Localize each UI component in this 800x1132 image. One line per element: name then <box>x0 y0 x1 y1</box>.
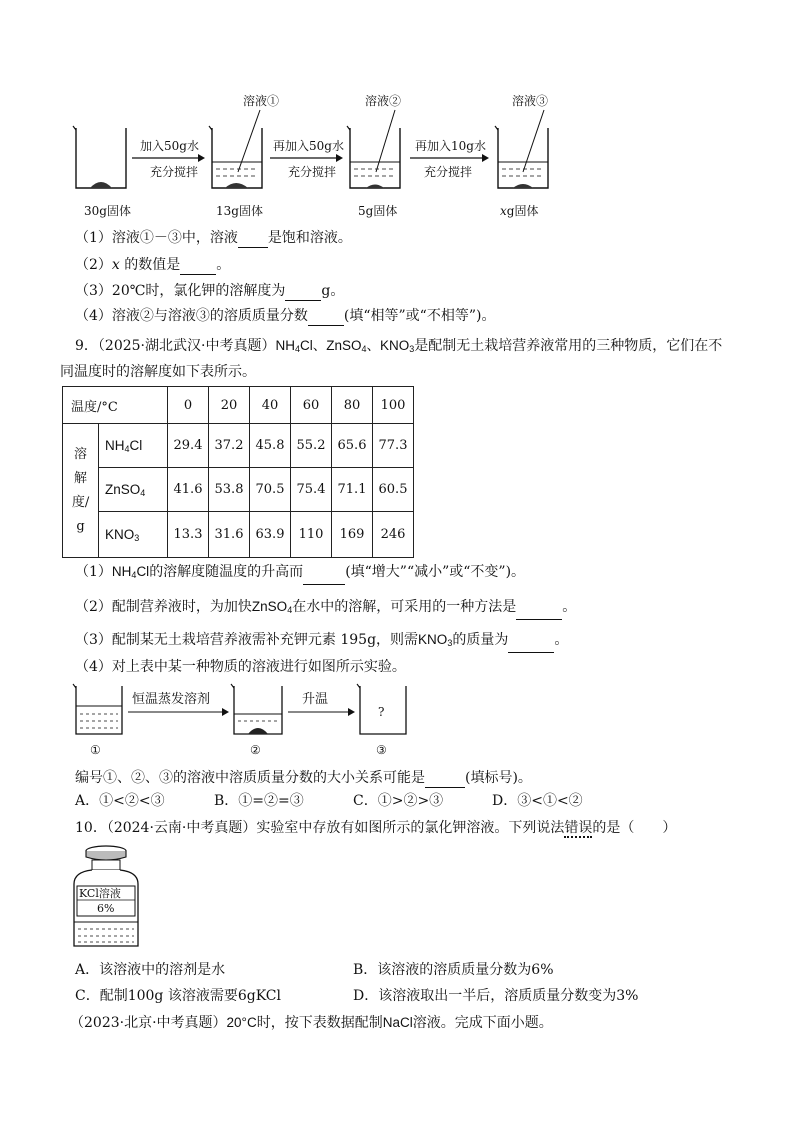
beaker-2 <box>209 110 262 188</box>
question-number: 10． <box>75 820 107 836</box>
q9-ask-post: (填标号)。 <box>465 770 532 786</box>
table-cell: 60.5 <box>373 468 414 512</box>
q8-sub3-post: g。 <box>321 283 345 299</box>
table-cell: 37.2 <box>209 424 250 468</box>
arrow-1-top: 加入50g水 <box>140 139 199 153</box>
q10-option-a[interactable]: A．该溶液中的溶剂是水 <box>75 962 226 978</box>
x-var: x <box>500 204 507 218</box>
beaker-2-caption: 13g固体 <box>216 204 263 218</box>
answer-blank[interactable] <box>285 286 321 301</box>
row-name-main: KNO <box>105 526 135 542</box>
solution-3-label: 溶液③ <box>512 94 549 108</box>
row-name-main: NH <box>105 437 125 453</box>
q11-mid: 时，按下表数据配制 <box>256 1015 383 1031</box>
q9-stem-line2 <box>60 362 256 382</box>
temp-header: 100 <box>373 387 414 424</box>
beaker-1-caption: 30g固体 <box>84 204 131 218</box>
beaker-3 <box>347 110 400 188</box>
table-cell: 65.6 <box>332 424 373 468</box>
arrow-3-top: 再加入10g水 <box>415 139 486 153</box>
q8-sub4-post: (填“相等”或“不相等”)。 <box>343 308 496 324</box>
kcl-bottle-figure <box>70 842 142 952</box>
q9-ask-pre: 编号①、②、③的溶液中溶质质量分数的大小关系可能是 <box>75 770 425 786</box>
table-side-label <box>63 424 99 558</box>
side-char: 解 <box>74 470 88 486</box>
q9-sub4 <box>75 657 406 677</box>
temp-header: 40 <box>250 387 291 424</box>
arrow-2-bottom: 充分搅拌 <box>288 165 337 179</box>
q8-sub4-pre: （4）溶液②与溶液③的溶质质量分数 <box>75 308 308 324</box>
dissolution-figure <box>60 92 580 227</box>
q8-sub1-pre: （1）溶液①－③中，溶液 <box>75 230 238 246</box>
q8-sub2-pre: （2） <box>75 257 112 273</box>
row-name-sub: 3 <box>134 532 140 543</box>
table-cell: 77.3 <box>373 424 414 468</box>
row-name-sub: 4 <box>140 487 146 498</box>
row-name-kno3 <box>99 512 168 558</box>
answer-blank[interactable] <box>425 773 465 788</box>
q11-stem <box>70 1013 553 1033</box>
fig-number-2: ② <box>250 743 261 757</box>
q8-sub1-post: 是饱和溶液。 <box>267 230 352 246</box>
answer-blank[interactable] <box>508 638 554 653</box>
table-cell: 29.4 <box>168 424 209 468</box>
table-cell: 31.6 <box>209 512 250 558</box>
q9-sub4-text: （4）对上表中某一种物质的溶液进行如图所示实验。 <box>75 659 406 675</box>
q10-option-b[interactable]: B．该溶液的溶质质量分数为6% <box>353 962 554 978</box>
q9-option-b[interactable]: B．①=②=③ <box>214 793 304 809</box>
q8-sub3 <box>75 281 344 301</box>
fig-arrow-2-label: 升温 <box>302 692 329 707</box>
table-cell: 246 <box>373 512 414 558</box>
arrow-3-bottom: 充分搅拌 <box>424 165 473 179</box>
row-name-nh4cl <box>99 424 168 468</box>
q11-post: 溶液。完成下面小题。 <box>412 1015 553 1031</box>
answer-blank[interactable] <box>516 605 562 620</box>
q8-sub3-pre: （3）20℃时，氯化钾的溶解度为 <box>75 283 286 299</box>
side-char: 度/ <box>71 494 90 510</box>
solution-1-label: 溶液① <box>243 94 280 108</box>
answer-blank[interactable] <box>180 260 216 275</box>
table-cell: 75.4 <box>291 468 332 512</box>
table-cell: 169 <box>332 512 373 558</box>
beaker-q9-1 <box>73 684 122 734</box>
nh4cl-formula: $NH_4Cl$ <box>111 564 150 580</box>
bottle-label-name: KCl溶液 <box>79 887 121 900</box>
fig-question-mark: ? <box>378 705 385 719</box>
q9-ask <box>75 768 532 788</box>
question-number: 9． <box>75 338 98 354</box>
q10-emphasis: 错误 <box>564 820 593 836</box>
beaker-4 <box>495 110 548 188</box>
temp-header: 0 <box>168 387 209 424</box>
fig-number-3: ③ <box>376 743 387 757</box>
beaker-3-caption: 5g固体 <box>358 204 398 218</box>
side-char: 溶 <box>74 446 88 462</box>
table-cell: 55.2 <box>291 424 332 468</box>
q9-option-a[interactable]: A．①<②<③ <box>75 793 165 809</box>
q10-option-d[interactable]: D．该溶液取出一半后，溶质质量分数变为3% <box>353 988 639 1004</box>
q9-sub1 <box>75 562 525 585</box>
q9-option-c[interactable]: C．①>②>③ <box>353 793 444 809</box>
q9-sub2-post: 。 <box>562 599 577 615</box>
row-name-znso4 <box>99 468 168 512</box>
row-name-tail: Cl <box>129 437 143 453</box>
fig-arrow-1-label: 恒温蒸发溶剂 <box>132 692 211 707</box>
beaker-4-caption-rest: g固体 <box>506 204 539 218</box>
row-name-sub: 4 <box>124 443 130 454</box>
table-cell: 70.5 <box>250 468 291 512</box>
kno3-sep: 、KNO <box>366 338 410 353</box>
question-source: （2024·云南·中考真题） <box>106 820 257 836</box>
q11-temp: 20°C <box>226 1015 257 1030</box>
table-cell: 71.1 <box>332 468 373 512</box>
q11-chem: NaCl <box>382 1015 413 1030</box>
q8-sub4 <box>75 306 495 326</box>
table-cell: 41.6 <box>168 468 209 512</box>
q10-text-pre: 实验室中存放有如图所示的氯化钾溶液。下列说法 <box>256 820 565 836</box>
beaker-1 <box>73 126 126 188</box>
q9-sub2-mid: 在水中的溶解，可采用的一种方法是 <box>292 599 517 615</box>
row-name-main: ZnSO <box>105 481 141 497</box>
temp-header: 80 <box>332 387 373 424</box>
arrow-2-top: 再加入50g水 <box>273 139 344 153</box>
evaporation-figure <box>70 682 410 762</box>
q9-sub3 <box>75 630 568 653</box>
table-cell: 63.9 <box>250 512 291 558</box>
q10-option-c[interactable]: C．配制100g 该溶液需要6gKCl <box>75 988 281 1004</box>
q9-text: 是配制无土栽培营养液常用的三种物质，它们在不 <box>414 338 723 354</box>
nh4cl-main: NH <box>275 338 295 353</box>
q9-sub2 <box>75 597 576 620</box>
beaker-4-caption <box>500 203 538 218</box>
zn-sep: Cl、ZnSO <box>299 338 362 353</box>
x-variable: x <box>111 257 120 273</box>
q10-stem <box>75 818 676 838</box>
q9-stem <box>75 336 722 359</box>
q9-sub1-post: (填“增大”“减小”或“不变”)。 <box>345 564 526 580</box>
answer-blank[interactable] <box>238 233 268 248</box>
fig-number-1: ① <box>90 743 101 757</box>
q9-line2: 同温度时的溶解度如下表所示。 <box>60 364 256 380</box>
q8-sub2 <box>75 255 230 275</box>
solubility-table <box>62 386 414 558</box>
q9-sub3-post: 。 <box>554 632 569 648</box>
znso4-formula: ZnSO$_4$ <box>251 599 293 615</box>
question-source: （2025·湖北武汉·中考真题） <box>97 338 276 354</box>
q9-sub1-pre: （1） <box>75 564 112 580</box>
question-source: （2023·北京·中考真题） <box>70 1015 227 1031</box>
table-header-label: 温度/°C <box>63 387 168 424</box>
q8-sub2-mid: 的数值是 <box>124 257 181 273</box>
table-cell: 45.8 <box>250 424 291 468</box>
side-char: g <box>76 518 85 534</box>
q9-sub3-mid: 的质量为 <box>452 632 509 648</box>
bottle-label-percent: 6% <box>97 902 115 915</box>
temp-header: 60 <box>291 387 332 424</box>
q10-text-post: 的是（ ） <box>592 820 677 836</box>
q9-sub3-pre: （3）配制某无土栽培营养液需补充钾元素 195g，则需 <box>75 632 419 648</box>
beaker-q9-2 <box>231 684 282 734</box>
table-cell: 13.3 <box>168 512 209 558</box>
chem-formulas: $NH_4Cl$、ZnSO$_4$、$KNO_3$ <box>275 338 415 354</box>
answer-blank[interactable] <box>308 311 344 326</box>
q8-sub1 <box>75 228 352 248</box>
temp-header: 20 <box>209 387 250 424</box>
q8-sub2-post: 。 <box>216 257 231 273</box>
arrow-1-bottom: 充分搅拌 <box>150 165 199 179</box>
table-cell: 53.8 <box>209 468 250 512</box>
q9-sub2-pre: （2）配制营养液时，为加快 <box>75 599 252 615</box>
table-cell: 110 <box>291 512 332 558</box>
answer-blank[interactable] <box>303 570 345 585</box>
q9-option-d[interactable]: D．③<①<② <box>492 793 583 809</box>
q9-sub1-mid: 的溶解度随温度的升高而 <box>149 564 304 580</box>
kno3-formula: $KNO_3$ <box>418 632 453 648</box>
solution-2-label: 溶液② <box>365 94 402 108</box>
